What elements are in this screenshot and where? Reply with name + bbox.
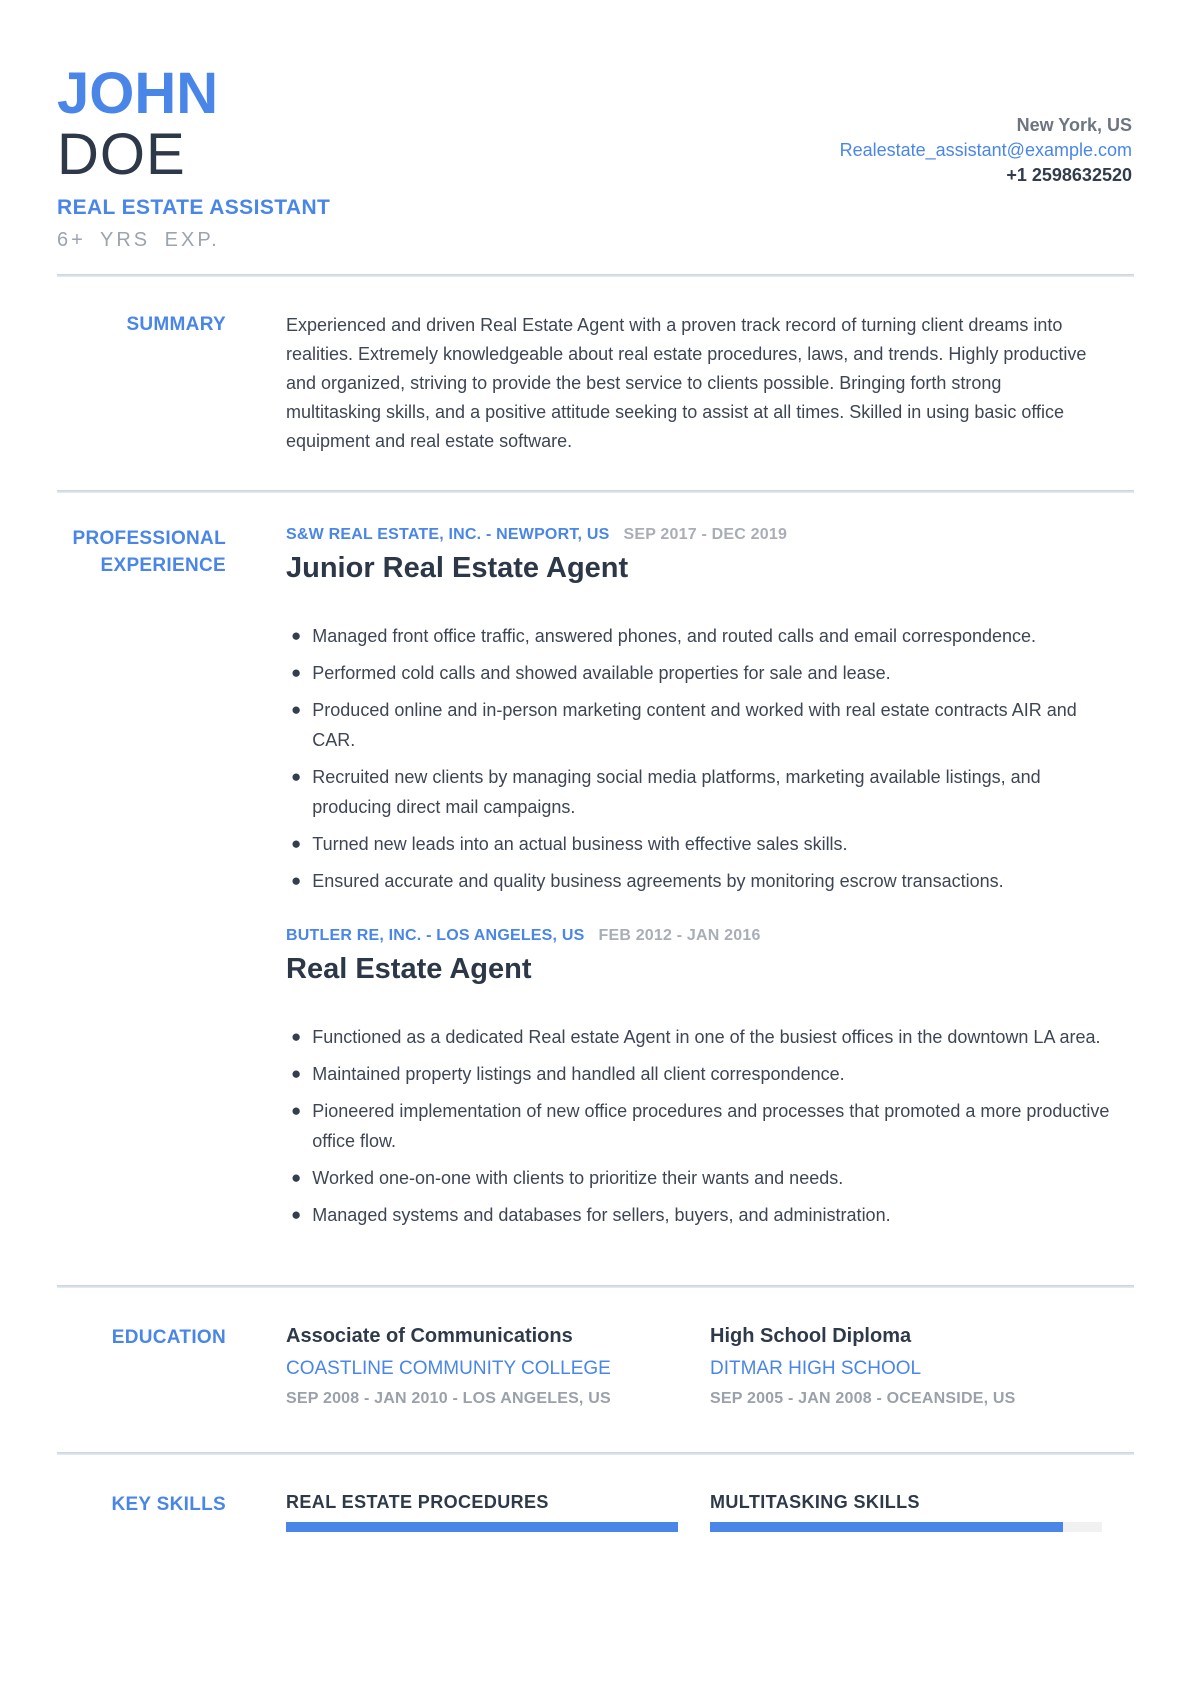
education-degree: High School Diploma <box>710 1325 912 1347</box>
skill-entry <box>286 1491 678 1532</box>
bullet-icon: ● <box>291 663 302 682</box>
summary-text: Experienced and driven Real Estate Agent with a proven track record of turning client dreams into realities. Extremely knowledgeable about real estate procedures, laws, and trends. Highly productive and organized, striving to provide the best service to clients possible. Bringing forth strong multitasking skills, and a positive attitude seeking to assist at all times. Skilled in using basic office equipment and real estate software. <box>286 315 1087 451</box>
experience-section <box>0 493 1191 1285</box>
bullet-text: Recruited new clients by managing social media platforms, marketing available listings, and producing direct mail campaigns. <box>312 767 1041 817</box>
bullet-text: Managed front office traffic, answered phones, and routed calls and email correspondence. <box>312 626 1037 646</box>
bullet-item <box>286 658 1134 688</box>
bullet-icon: ● <box>291 1027 302 1046</box>
experience-content <box>286 525 1134 1230</box>
bullet-icon: ● <box>291 1064 302 1083</box>
bullet-icon: ● <box>291 871 302 890</box>
education-school: DITMAR HIGH SCHOOL <box>710 1358 922 1379</box>
skill-entry <box>710 1491 1102 1532</box>
bullet-icon: ● <box>291 767 302 786</box>
job-entry <box>286 525 1134 896</box>
education-dates: SEP 2005 - JAN 2008 - OCEANSIDE, US <box>710 1390 1016 1407</box>
education-school: COASTLINE COMMUNITY COLLEGE <box>286 1358 611 1379</box>
summary-section <box>0 277 1191 490</box>
experience-label: PROFESSIONAL EXPERIENCE <box>72 528 226 576</box>
education-degree: Associate of Communications <box>286 1325 573 1347</box>
job-dates: FEB 2012 - JAN 2016 <box>598 927 761 944</box>
last-name: DOE <box>57 122 186 187</box>
skill-bar-track <box>710 1522 1102 1532</box>
contact-location: New York, US <box>1016 115 1132 135</box>
contact-phone: +1 2598632520 <box>1006 165 1132 185</box>
bullet-item <box>286 695 1134 755</box>
experience-years: 6+ YRS EXP. <box>57 229 220 251</box>
bullet-text: Maintained property listings and handled all client correspondence. <box>312 1064 845 1084</box>
job-bullet-list <box>286 1022 1134 1230</box>
skill-bar-fill <box>710 1522 1063 1532</box>
bullet-icon: ● <box>291 1168 302 1187</box>
bullet-item <box>286 1022 1134 1052</box>
bullet-text: Ensured accurate and quality business agreements by monitoring escrow transactions. <box>312 871 1004 891</box>
job-company: BUTLER RE, INC. - LOS ANGELES, US <box>286 927 585 944</box>
job-title: Real Estate Agent <box>286 953 532 985</box>
bullet-item <box>286 866 1134 896</box>
bullet-icon: ● <box>291 1101 302 1120</box>
bullet-item <box>286 829 1134 859</box>
education-entry <box>710 1324 1102 1409</box>
job-title: Junior Real Estate Agent <box>286 552 629 584</box>
resume-header <box>0 0 1191 274</box>
skill-name: MULTITASKING SKILLS <box>710 1492 920 1512</box>
job-bullet-list <box>286 621 1134 896</box>
bullet-icon: ● <box>291 700 302 719</box>
summary-label: SUMMARY <box>126 314 226 335</box>
skills-label: KEY SKILLS <box>111 1494 226 1515</box>
bullet-text: Turned new leads into an actual business with effective sales skills. <box>312 834 848 854</box>
job-head <box>286 525 1134 545</box>
bullet-item <box>286 621 1134 651</box>
job-head <box>286 926 1134 946</box>
bullet-text: Pioneered implementation of new office procedures and processes that promoted a more productive office flow. <box>312 1101 1110 1151</box>
bullet-text: Worked one-on-one with clients to prioritize their wants and needs. <box>312 1168 844 1188</box>
bullet-item <box>286 1163 1134 1193</box>
bullet-item <box>286 1200 1134 1230</box>
skill-bar-track <box>286 1522 678 1532</box>
education-entry <box>286 1324 678 1409</box>
bullet-item <box>286 1096 1134 1156</box>
bullet-text: Functioned as a dedicated Real estate Agent in one of the busiest offices in the downtown LA area. <box>312 1027 1101 1047</box>
first-name: JOHN <box>57 61 219 126</box>
role-title: REAL ESTATE ASSISTANT <box>57 196 331 219</box>
education-label: EDUCATION <box>111 1327 226 1348</box>
name-block <box>57 63 330 252</box>
bullet-text: Produced online and in-person marketing content and worked with real estate contracts AIR and CAR. <box>312 700 1077 750</box>
skill-bar-fill <box>286 1522 678 1532</box>
job-company: S&W REAL ESTATE, INC. - NEWPORT, US <box>286 526 610 543</box>
bullet-icon: ● <box>291 626 302 645</box>
bullet-icon: ● <box>291 1205 302 1224</box>
bullet-text: Managed systems and databases for sellers, buyers, and administration. <box>312 1205 891 1225</box>
bullet-item <box>286 762 1134 822</box>
job-entry <box>286 926 1134 1230</box>
bullet-icon: ● <box>291 834 302 853</box>
education-section <box>0 1288 1191 1452</box>
contact-email-link[interactable]: Realestate_assistant@example.com <box>839 140 1132 160</box>
skills-section <box>0 1455 1191 1532</box>
education-dates: SEP 2008 - JAN 2010 - LOS ANGELES, US <box>286 1390 611 1407</box>
job-dates: SEP 2017 - DEC 2019 <box>623 526 788 543</box>
bullet-item <box>286 1059 1134 1089</box>
skill-name: REAL ESTATE PROCEDURES <box>286 1492 549 1512</box>
skills-content <box>286 1491 1134 1532</box>
bullet-text: Performed cold calls and showed available properties for sale and lease. <box>312 663 891 683</box>
contact-block <box>840 113 1132 188</box>
education-content <box>286 1324 1134 1409</box>
